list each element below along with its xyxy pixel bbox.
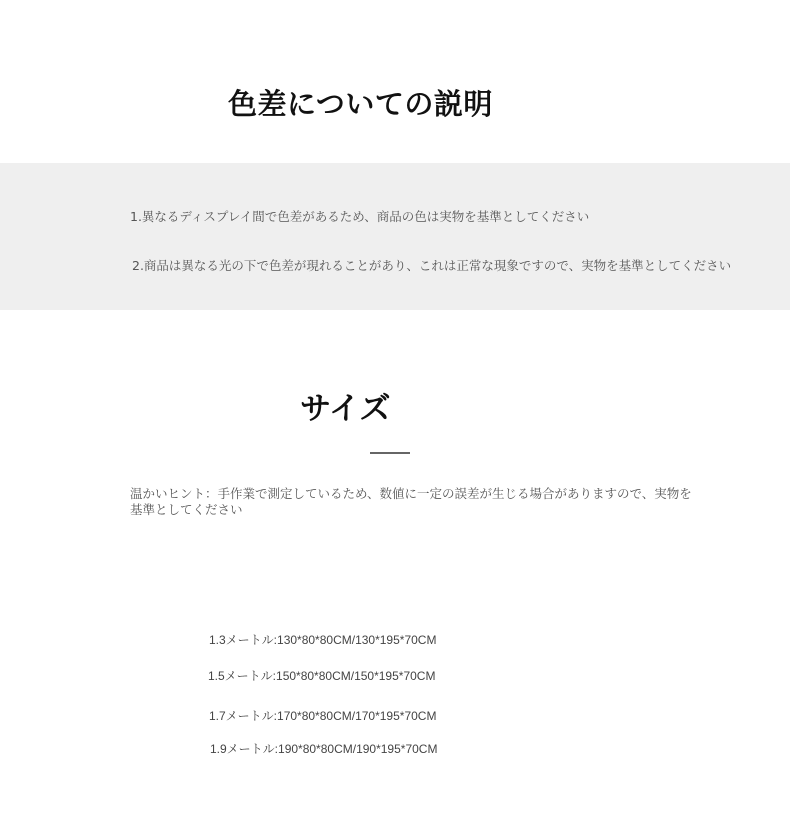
color-note-1: 1.異なるディスプレイ間で色差があるため、商品の色は実物を基準としてください [130, 209, 590, 224]
color-note-2: 2.商品は異なる光の下で色差が現れることがあり、これは正常な現象ですので、実物を基準としてください [132, 258, 732, 273]
size-option-1-5m: 1.5メートル:150*80*80CM/150*195*70CM [208, 669, 436, 683]
size-title: サイズ [300, 391, 391, 427]
size-option-1-7m: 1.7メートル:170*80*80CM/170*195*70CM [209, 709, 437, 723]
color-notes-band [0, 163, 790, 310]
size-option-1-9m: 1.9メートル:190*80*80CM/190*195*70CM [210, 742, 438, 756]
size-option-1-3m: 1.3メートル:130*80*80CM/130*195*70CM [209, 633, 437, 647]
color-difference-title: 色差についての説明 [228, 87, 493, 121]
title-divider [370, 452, 410, 454]
measurement-hint: 温かいヒント：手作業で測定しているため、数値に一定の誤差が生じる場合がありますので、実物を基準としてください [130, 486, 692, 517]
